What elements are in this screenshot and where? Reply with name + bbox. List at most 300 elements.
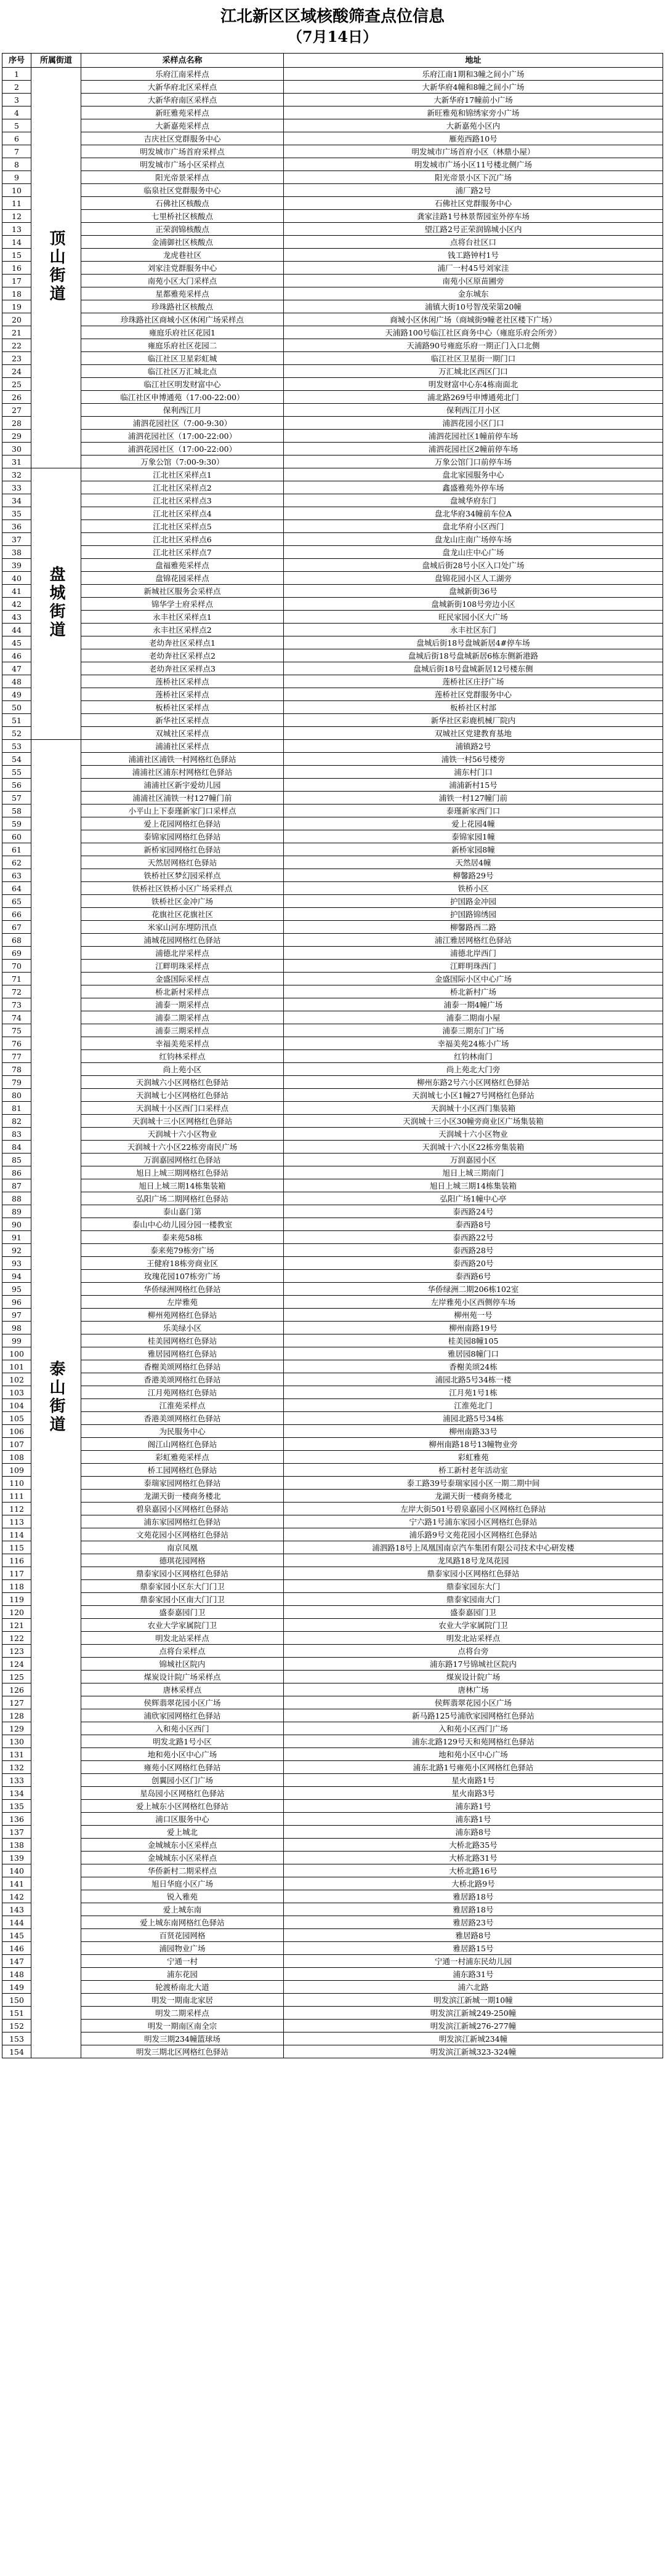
row-index: 46 bbox=[2, 649, 31, 662]
row-index: 52 bbox=[2, 727, 31, 740]
site-address: 爱上花园4幢 bbox=[284, 817, 663, 830]
table-row bbox=[2, 158, 663, 171]
site-address: 江畔明珠西门 bbox=[284, 960, 663, 973]
site-address: 雅居路23号 bbox=[284, 1916, 663, 1929]
site-address: 浦东路31号 bbox=[284, 1968, 663, 1981]
table-row bbox=[2, 1438, 663, 1451]
table-row bbox=[2, 236, 663, 249]
row-index: 153 bbox=[2, 2032, 31, 2045]
table-row bbox=[2, 856, 663, 869]
site-name: 泰来苑58栋 bbox=[81, 1231, 284, 1244]
row-index: 20 bbox=[2, 313, 31, 326]
site-name: 浦城花园网格红色驿站 bbox=[81, 934, 284, 947]
table-row bbox=[2, 1386, 663, 1399]
site-name: 阁江山网格红色驿站 bbox=[81, 1438, 284, 1451]
site-address: 双城社区党建教育基地 bbox=[284, 727, 663, 740]
site-name: 明发一期南区南全宗 bbox=[81, 2020, 284, 2032]
site-address: 柳州南路33号 bbox=[284, 1425, 663, 1438]
site-name: 大新华府北区采样点 bbox=[81, 81, 284, 94]
row-index: 113 bbox=[2, 1515, 31, 1528]
site-name: 桥工园网格红色驿站 bbox=[81, 1464, 284, 1477]
row-index: 27 bbox=[2, 404, 31, 417]
site-address: 雅居路15号 bbox=[284, 1942, 663, 1955]
table-row bbox=[2, 1102, 663, 1115]
site-address: 浦北路269号申博通苑北门 bbox=[284, 391, 663, 404]
table-row bbox=[2, 249, 663, 262]
site-name: 盛泰嘉园门卫 bbox=[81, 1606, 284, 1619]
site-address: 浦泗路18号上凤凰国南京汽车集团有限公司技术中心研发楼 bbox=[284, 1541, 663, 1554]
site-name: 旭日华庭小区广场 bbox=[81, 1877, 284, 1890]
site-address: 盘城后街18号盘城新居6栋东侧新港路 bbox=[284, 649, 663, 662]
row-index: 138 bbox=[2, 1839, 31, 1852]
table-row bbox=[2, 779, 663, 792]
site-name: 德琪花园网格 bbox=[81, 1554, 284, 1567]
row-index: 15 bbox=[2, 249, 31, 262]
site-address: 鼎泰家园东大门 bbox=[284, 1580, 663, 1593]
row-index: 43 bbox=[2, 611, 31, 624]
site-address: 天浦路90号雍庭乐府一期正门入口北侧 bbox=[284, 339, 663, 352]
site-address: 石佛社区党群服务中心 bbox=[284, 197, 663, 210]
site-name: 江淮苑采样点 bbox=[81, 1399, 284, 1412]
site-name: 宁通一村 bbox=[81, 1955, 284, 1968]
row-index: 135 bbox=[2, 1800, 31, 1813]
row-index: 136 bbox=[2, 1813, 31, 1826]
table-row bbox=[2, 1309, 663, 1322]
row-index: 59 bbox=[2, 817, 31, 830]
site-address: 明发滨江新城276-277幢 bbox=[284, 2020, 663, 2032]
site-address: 浦厂路2号 bbox=[284, 184, 663, 197]
site-name: 农业大学家属院门卫 bbox=[81, 1619, 284, 1632]
row-index: 122 bbox=[2, 1632, 31, 1645]
site-name: 天润城十三小区网格红色驿站 bbox=[81, 1115, 284, 1128]
site-address: 商城小区休闲广场（商城街9幢老社区楼下广场） bbox=[284, 313, 663, 326]
row-index: 78 bbox=[2, 1063, 31, 1076]
site-address: 旭日上城三期南门 bbox=[284, 1166, 663, 1179]
row-index: 21 bbox=[2, 326, 31, 339]
site-name: 天润城六小区网格红色驿站 bbox=[81, 1076, 284, 1089]
site-name: 双城社区采样点 bbox=[81, 727, 284, 740]
site-name: 旭日上城三期网格红色驿站 bbox=[81, 1166, 284, 1179]
table-row bbox=[2, 2032, 663, 2045]
table-row bbox=[2, 1128, 663, 1141]
row-index: 18 bbox=[2, 287, 31, 300]
table-row bbox=[2, 1528, 663, 1541]
site-name: 入和苑小区西门 bbox=[81, 1722, 284, 1735]
table-row bbox=[2, 326, 663, 339]
row-index: 150 bbox=[2, 1994, 31, 2007]
row-index: 7 bbox=[2, 145, 31, 158]
table-row bbox=[2, 1154, 663, 1166]
site-name: 天然居网格红色驿站 bbox=[81, 856, 284, 869]
site-name: 文苑花园小区网格红色驿站 bbox=[81, 1528, 284, 1541]
site-name: 煤炭设计院广场采样点 bbox=[81, 1671, 284, 1683]
site-address: 天润城十小区西门集装箱 bbox=[284, 1102, 663, 1115]
table-row bbox=[2, 1632, 663, 1645]
table-row bbox=[2, 1852, 663, 1864]
site-address: 明发滨江新城234幢 bbox=[284, 2032, 663, 2045]
row-index: 14 bbox=[2, 236, 31, 249]
site-address: 柳州东路2号六小区网格红色驿站 bbox=[284, 1076, 663, 1089]
row-index: 65 bbox=[2, 895, 31, 908]
site-name: 轮渡桥南北大道 bbox=[81, 1981, 284, 1994]
site-name: 江北社区采样点5 bbox=[81, 520, 284, 533]
table-row bbox=[2, 455, 663, 468]
row-index: 48 bbox=[2, 675, 31, 688]
site-address: 明发滨江新城323-324幢 bbox=[284, 2045, 663, 2058]
site-address: 香榭美颂24栋 bbox=[284, 1360, 663, 1373]
row-index: 2 bbox=[2, 81, 31, 94]
table-row bbox=[2, 1748, 663, 1761]
table-row bbox=[2, 262, 663, 275]
table-row bbox=[2, 1929, 663, 1942]
table-row bbox=[2, 662, 663, 675]
site-address: 桥北新村广场 bbox=[284, 985, 663, 998]
table-row bbox=[2, 520, 663, 533]
row-index: 40 bbox=[2, 572, 31, 585]
table-row bbox=[2, 1877, 663, 1890]
site-address: 柳馨路29号 bbox=[284, 869, 663, 882]
table-row bbox=[2, 1334, 663, 1347]
table-row bbox=[2, 533, 663, 546]
site-name: 浦浦社区采样点 bbox=[81, 740, 284, 753]
site-address: 柳州南路19号 bbox=[284, 1322, 663, 1334]
site-address: 新桥家园8幢 bbox=[284, 843, 663, 856]
site-name: 新旺雅苑采样点 bbox=[81, 106, 284, 119]
row-index: 68 bbox=[2, 934, 31, 947]
row-index: 124 bbox=[2, 1658, 31, 1671]
site-address: 泰西路6号 bbox=[284, 1270, 663, 1283]
site-name: 米家山河东埋防汛点 bbox=[81, 921, 284, 934]
site-address: 柳馨路西二路 bbox=[284, 921, 663, 934]
site-address: 浦铁一村127幢门前 bbox=[284, 792, 663, 804]
table-row bbox=[2, 1464, 663, 1477]
row-index: 73 bbox=[2, 998, 31, 1011]
site-address: 盘城后街18号盘城新居12号楼东侧 bbox=[284, 662, 663, 675]
table-row bbox=[2, 1283, 663, 1296]
table-row bbox=[2, 727, 663, 740]
table-row bbox=[2, 1205, 663, 1218]
site-name: 阳光帝景采样点 bbox=[81, 171, 284, 184]
site-name: 浦浦社区浦铁一村网格红色驿站 bbox=[81, 753, 284, 766]
site-address: 雅居路18号 bbox=[284, 1903, 663, 1916]
site-address: 浦东路17号锦城社区院内 bbox=[284, 1658, 663, 1671]
table-row bbox=[2, 921, 663, 934]
site-name: 江北社区采样点3 bbox=[81, 494, 284, 507]
row-index: 92 bbox=[2, 1244, 31, 1257]
site-name: 柳州苑网格红色驿站 bbox=[81, 1309, 284, 1322]
site-address: 浦乐路9号文苑花园小区网格红色驿站 bbox=[284, 1528, 663, 1541]
site-address: 大新嘉苑小区内 bbox=[284, 119, 663, 132]
site-address: 莲桥社区庄抒广场 bbox=[284, 675, 663, 688]
row-index: 53 bbox=[2, 740, 31, 753]
site-address: 桥工新村老年活动室 bbox=[284, 1464, 663, 1477]
row-index: 51 bbox=[2, 714, 31, 727]
site-name: 明发北站采样点 bbox=[81, 1632, 284, 1645]
row-index: 50 bbox=[2, 701, 31, 714]
site-name: 地和苑小区中心广场 bbox=[81, 1748, 284, 1761]
site-address: 彩虹雅苑 bbox=[284, 1451, 663, 1464]
row-index: 84 bbox=[2, 1141, 31, 1154]
table-row bbox=[2, 546, 663, 559]
site-address: 柳州苑一号 bbox=[284, 1309, 663, 1322]
site-address: 雅居路8号 bbox=[284, 1929, 663, 1942]
row-index: 44 bbox=[2, 624, 31, 636]
site-name: 金城城东小区采样点 bbox=[81, 1839, 284, 1852]
col-street-header: 所属街道 bbox=[31, 54, 81, 68]
site-address: 江淮苑北门 bbox=[284, 1399, 663, 1412]
table-row bbox=[2, 1890, 663, 1903]
table-row bbox=[2, 2007, 663, 2020]
table-row bbox=[2, 1903, 663, 1916]
site-name: 鼎泰家园小区南大门门卫 bbox=[81, 1593, 284, 1606]
row-index: 137 bbox=[2, 1826, 31, 1839]
row-index: 45 bbox=[2, 636, 31, 649]
table-row bbox=[2, 598, 663, 611]
site-address: 浦浦新村15号 bbox=[284, 779, 663, 792]
site-address: 宁六路1号浦东家园小区网格红色驿站 bbox=[284, 1515, 663, 1528]
row-index: 110 bbox=[2, 1477, 31, 1490]
site-address: 农业大学家属院门卫 bbox=[284, 1619, 663, 1632]
table-row bbox=[2, 882, 663, 895]
site-address: 江月苑1号1栋 bbox=[284, 1386, 663, 1399]
site-name: 刘家洼党群服务中心 bbox=[81, 262, 284, 275]
row-index: 142 bbox=[2, 1890, 31, 1903]
site-address: 雅居园8幢门口 bbox=[284, 1347, 663, 1360]
table-row bbox=[2, 300, 663, 313]
row-index: 129 bbox=[2, 1722, 31, 1735]
site-name: 金盛国际采样点 bbox=[81, 973, 284, 985]
site-name: 泰山中心幼儿园分园一楼教室 bbox=[81, 1218, 284, 1231]
site-address: 泰瑾新家西门口 bbox=[284, 804, 663, 817]
site-address: 盘城新街108号旁边小区 bbox=[284, 598, 663, 611]
row-index: 62 bbox=[2, 856, 31, 869]
row-index: 98 bbox=[2, 1322, 31, 1334]
table-row bbox=[2, 106, 663, 119]
table-row bbox=[2, 1503, 663, 1515]
document-title: 江北新区区域核酸筛查点位信息 bbox=[220, 7, 445, 26]
col-name-header: 采样点名称 bbox=[81, 54, 284, 68]
site-address: 桂美园8幢105 bbox=[284, 1334, 663, 1347]
site-address: 盘北家园服务中心 bbox=[284, 468, 663, 481]
site-address: 星火南路1号 bbox=[284, 1774, 663, 1787]
site-address: 盘北华府34幢前车位A bbox=[284, 507, 663, 520]
site-name: 浦东花园 bbox=[81, 1968, 284, 1981]
row-index: 145 bbox=[2, 1929, 31, 1942]
table-row bbox=[2, 1257, 663, 1270]
site-address: 大新华府4幢和8幢之间小广场 bbox=[284, 81, 663, 94]
site-name: 珍珠路社区核酸点 bbox=[81, 300, 284, 313]
table-row bbox=[2, 378, 663, 391]
row-index: 12 bbox=[2, 210, 31, 223]
row-index: 33 bbox=[2, 481, 31, 494]
table-row bbox=[2, 985, 663, 998]
site-name: 浦泰一期采样点 bbox=[81, 998, 284, 1011]
site-name: 老幼奔社区采样点1 bbox=[81, 636, 284, 649]
site-name: 新城社区服务会采样点 bbox=[81, 585, 284, 598]
site-address: 天润城十三小区30幢旁商业区广场集装箱 bbox=[284, 1115, 663, 1128]
site-address: 盘城华府东门 bbox=[284, 494, 663, 507]
row-index: 127 bbox=[2, 1696, 31, 1709]
site-address: 鑫盛雅苑外停车场 bbox=[284, 481, 663, 494]
row-index: 94 bbox=[2, 1270, 31, 1283]
table-row bbox=[2, 1179, 663, 1192]
table-row bbox=[2, 649, 663, 662]
table-row bbox=[2, 973, 663, 985]
site-name: 香榭美颂网格红色驿站 bbox=[81, 1360, 284, 1373]
site-address: 天润城十六小区22栋旁集装箱 bbox=[284, 1141, 663, 1154]
site-name: 雍庭乐府社区花园二 bbox=[81, 339, 284, 352]
site-address: 盘北华府小区西门 bbox=[284, 520, 663, 533]
street-group-cell bbox=[31, 468, 81, 740]
table-row bbox=[2, 1619, 663, 1632]
site-name: 雍苑小区网格红色驿站 bbox=[81, 1761, 284, 1774]
site-address: 铁桥小区 bbox=[284, 882, 663, 895]
site-name: 浦泰三期采样点 bbox=[81, 1024, 284, 1037]
site-address: 浦园北路5号34栋一楼 bbox=[284, 1373, 663, 1386]
site-name: 浦欣家园网格红色驿站 bbox=[81, 1709, 284, 1722]
table-row bbox=[2, 624, 663, 636]
site-name: 老幼奔社区采样点2 bbox=[81, 649, 284, 662]
site-name: 香港美颂网格红色驿站 bbox=[81, 1373, 284, 1386]
table-row bbox=[2, 1658, 663, 1671]
row-index: 148 bbox=[2, 1968, 31, 1981]
site-address: 雅居路18号 bbox=[284, 1890, 663, 1903]
row-index: 74 bbox=[2, 1011, 31, 1024]
table-row bbox=[2, 740, 663, 753]
table-row bbox=[2, 1864, 663, 1877]
table-row bbox=[2, 1541, 663, 1554]
row-index: 151 bbox=[2, 2007, 31, 2020]
table-row bbox=[2, 817, 663, 830]
row-index: 22 bbox=[2, 339, 31, 352]
table-row bbox=[2, 430, 663, 443]
row-index: 70 bbox=[2, 960, 31, 973]
site-name: 龙湖天街一楼商务楼北 bbox=[81, 1490, 284, 1503]
row-index: 8 bbox=[2, 158, 31, 171]
table-row bbox=[2, 94, 663, 106]
site-name: 为民服务中心 bbox=[81, 1425, 284, 1438]
row-index: 95 bbox=[2, 1283, 31, 1296]
row-index: 131 bbox=[2, 1748, 31, 1761]
street-name: 顶山街道 bbox=[47, 229, 65, 303]
row-index: 75 bbox=[2, 1024, 31, 1037]
site-name: 小平山上下泰瑾新家门口采样点 bbox=[81, 804, 284, 817]
row-index: 105 bbox=[2, 1412, 31, 1425]
site-address: 浦泰二期南小屋 bbox=[284, 1011, 663, 1024]
site-name: 华侨新村二期采样点 bbox=[81, 1864, 284, 1877]
site-name: 浦泗花园社区（17:00-22:00） bbox=[81, 430, 284, 443]
table-row bbox=[2, 184, 663, 197]
site-address: 万润嘉园小区 bbox=[284, 1154, 663, 1166]
table-row bbox=[2, 1270, 663, 1283]
site-name: 万象公馆（7:00-9:30） bbox=[81, 455, 284, 468]
site-name: 红钧林采样点 bbox=[81, 1050, 284, 1063]
site-address: 煤炭设计院广场 bbox=[284, 1671, 663, 1683]
row-index: 1 bbox=[2, 68, 31, 81]
site-address: 明发滨江新城一期10幢 bbox=[284, 1994, 663, 2007]
row-index: 154 bbox=[2, 2045, 31, 2058]
table-row bbox=[2, 1645, 663, 1658]
site-name: 板桥社区采样点 bbox=[81, 701, 284, 714]
row-index: 83 bbox=[2, 1128, 31, 1141]
site-address: 浦泰一期4幢广场 bbox=[284, 998, 663, 1011]
site-name: 江月苑网格红色驿站 bbox=[81, 1386, 284, 1399]
site-name: 明发城市广场小区采样点 bbox=[81, 158, 284, 171]
site-name: 浦德北岸采样点 bbox=[81, 947, 284, 960]
row-index: 111 bbox=[2, 1490, 31, 1503]
row-index: 36 bbox=[2, 520, 31, 533]
site-address: 天润城十六小区物业 bbox=[284, 1128, 663, 1141]
table-row bbox=[2, 701, 663, 714]
site-address: 浦东路1号 bbox=[284, 1813, 663, 1826]
site-name: 老幼奔社区采样点3 bbox=[81, 662, 284, 675]
row-index: 17 bbox=[2, 275, 31, 287]
site-name: 永丰社区采样点1 bbox=[81, 611, 284, 624]
row-index: 140 bbox=[2, 1864, 31, 1877]
site-name: 泰来苑79栋旁广场 bbox=[81, 1244, 284, 1257]
table-row bbox=[2, 417, 663, 430]
site-address: 华侨绿洲二期206栋102室 bbox=[284, 1283, 663, 1296]
site-address: 新华社区彩鹿机械厂院内 bbox=[284, 714, 663, 727]
site-address: 浦东路8号 bbox=[284, 1826, 663, 1839]
site-name: 泰瑞家园网格红色驿站 bbox=[81, 1477, 284, 1490]
row-index: 118 bbox=[2, 1580, 31, 1593]
row-index: 109 bbox=[2, 1464, 31, 1477]
table-row bbox=[2, 1606, 663, 1619]
table-row bbox=[2, 1089, 663, 1102]
row-index: 76 bbox=[2, 1037, 31, 1050]
table-row bbox=[2, 1813, 663, 1826]
site-name: 明发北路1号小区 bbox=[81, 1735, 284, 1748]
site-name: 尚上苑小区 bbox=[81, 1063, 284, 1076]
site-address: 新旺雅苑和锦绣家旁小广场 bbox=[284, 106, 663, 119]
row-index: 71 bbox=[2, 973, 31, 985]
site-name: 幸福美苑采样点 bbox=[81, 1037, 284, 1050]
row-index: 97 bbox=[2, 1309, 31, 1322]
site-address: 天然居4幢 bbox=[284, 856, 663, 869]
table-row bbox=[2, 1683, 663, 1696]
row-index: 132 bbox=[2, 1761, 31, 1774]
site-address: 地和苑小区中心广场 bbox=[284, 1748, 663, 1761]
site-name: 乐府江南采样点 bbox=[81, 68, 284, 81]
site-address: 龙凤路18号龙凤花园 bbox=[284, 1554, 663, 1567]
table-body bbox=[2, 68, 663, 2058]
table-row bbox=[2, 1981, 663, 1994]
site-name: 弘阳广场二期网格红色驿站 bbox=[81, 1192, 284, 1205]
site-name: 浦园物业广场 bbox=[81, 1942, 284, 1955]
row-index: 139 bbox=[2, 1852, 31, 1864]
table-row bbox=[2, 365, 663, 378]
row-index: 16 bbox=[2, 262, 31, 275]
site-address: 护国路锦绣园 bbox=[284, 908, 663, 921]
site-address: 盘锦花园小区人工湖旁 bbox=[284, 572, 663, 585]
row-index: 4 bbox=[2, 106, 31, 119]
table-row bbox=[2, 1141, 663, 1154]
table-row bbox=[2, 481, 663, 494]
site-name: 碧泉嘉园小区网格红色驿站 bbox=[81, 1503, 284, 1515]
row-index: 85 bbox=[2, 1154, 31, 1166]
site-name: 临泉社区党群服务中心 bbox=[81, 184, 284, 197]
site-address: 唐林广场 bbox=[284, 1683, 663, 1696]
site-address: 点将台旁 bbox=[284, 1645, 663, 1658]
table-row bbox=[2, 1955, 663, 1968]
site-address: 浦东路1号 bbox=[284, 1800, 663, 1813]
table-row bbox=[2, 1360, 663, 1373]
site-name: 临江社区申博通苑（17:00-22:00） bbox=[81, 391, 284, 404]
site-name: 鼎泰家园小区东大门门卫 bbox=[81, 1580, 284, 1593]
col-address-header: 地址 bbox=[284, 54, 663, 68]
table-row bbox=[2, 171, 663, 184]
